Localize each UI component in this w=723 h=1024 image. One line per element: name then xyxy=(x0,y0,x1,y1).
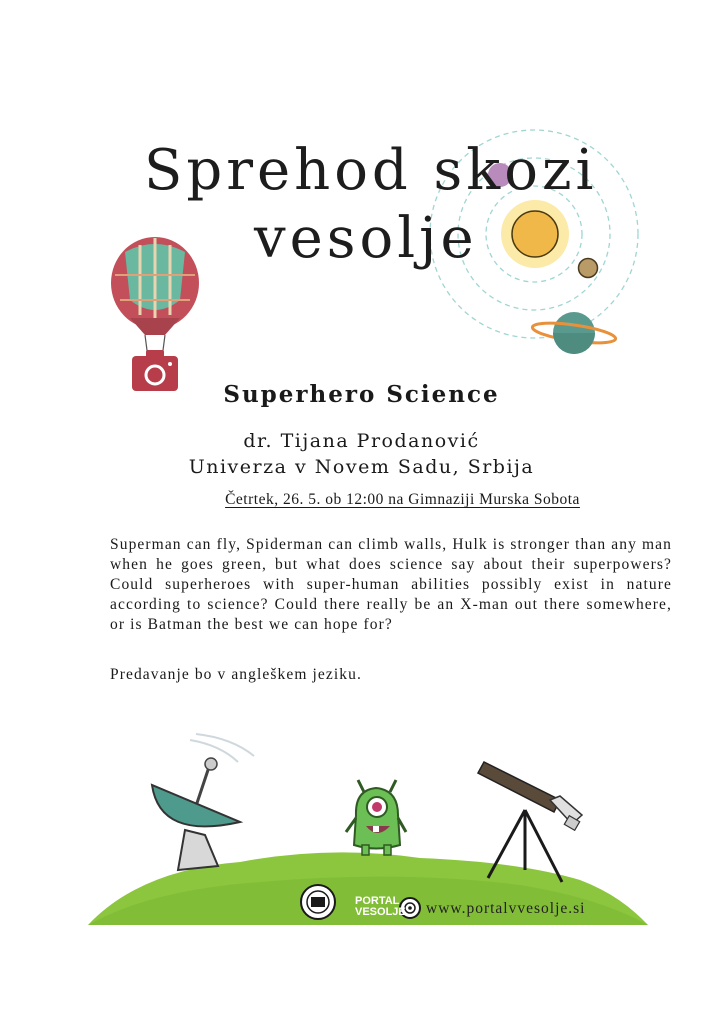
monster-icon xyxy=(346,780,406,855)
school-seal-icon xyxy=(301,885,335,919)
event-datetime: Četrtek, 26. 5. ob 12:00 na Gimnaziji Murska Sobota xyxy=(225,491,580,508)
portal-logo-line-1: PORTAL xyxy=(355,895,400,907)
small-planet-icon xyxy=(579,259,598,278)
website-link[interactable]: www.portalvvesolje.si xyxy=(426,900,586,917)
description-paragraph: Superman can fly, Spiderman can climb walls, Hulk is stronger than any man when he goes green, but what does science say about their superpowers? Could superheroes with super-human abilities possibly exist in nature according to science? Could there really be an X-man out there somewhere, or is Batman the best we can hope for? xyxy=(110,536,672,633)
satellite-dish-icon xyxy=(152,734,254,870)
language-note: Predavanje bo v angleškem jeziku. xyxy=(110,666,362,683)
speaker-name: dr. Tijana Prodanović xyxy=(243,430,480,452)
hot-air-balloon-icon xyxy=(111,237,199,358)
lecture-title: Superhero Science xyxy=(223,381,500,408)
speaker-block xyxy=(0,428,723,480)
planet-icon xyxy=(531,312,616,354)
title-line-1: Sprehod skozi xyxy=(144,138,598,203)
portal-logo-line-2: VESOLJE xyxy=(355,906,406,918)
portal-logo-text xyxy=(355,896,406,918)
speaker-affiliation: Univerza v Novem Sadu, Srbija xyxy=(188,456,535,478)
title-line-2: vesolje xyxy=(254,206,478,271)
sun-icon xyxy=(501,200,569,268)
